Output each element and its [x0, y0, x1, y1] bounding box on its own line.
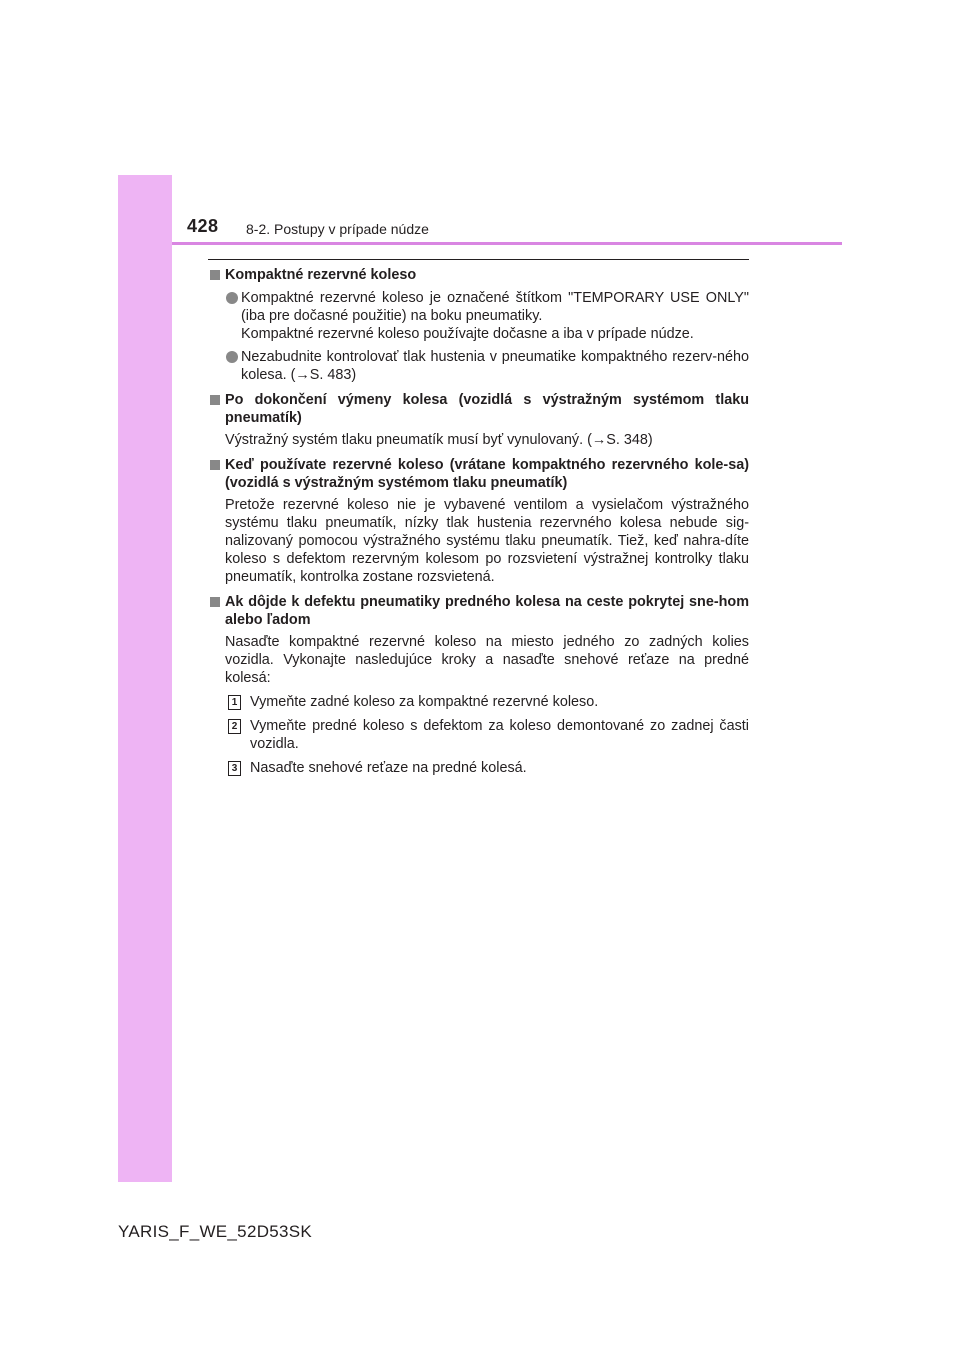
square-bullet-icon [210, 597, 220, 607]
side-margin-band [118, 175, 172, 1182]
round-bullet-icon [226, 351, 238, 363]
list-item: Nezabudnite kontrolovať tlak hustenia v pneumatike kompaktného rezerv-ného kolesa. (→S. 483) [208, 348, 749, 384]
step-item: 1 Vymeňte zadné koleso za kompaktné rezervné koleso. [208, 693, 749, 711]
paragraph: Pretože rezervné koleso nie je vybavené ventilom a vysielačom výstražného systému tlaku pneumatík, nízky tlak hustenia rezervného kolesa nebude sig-nalizovaný pomocou výstražného systému tlaku pneumatík. Tiež, keď nahra-díte koleso s defektom rezervným kolesom po rozsvietení výstražnej kontrolky tlaku pneumatík, kontrolka zostane rozsvietená. [225, 497, 749, 585]
step-number-badge: 2 [228, 719, 241, 734]
page-number: 428 [187, 216, 219, 236]
document-code: YARIS_F_WE_52D53SK [118, 1222, 313, 1241]
step-number-badge: 1 [228, 695, 241, 710]
section-heading-after-change: Po dokončení výmeny kolesa (vozidlá s výstražným systémom tlaku pneumatík) [208, 391, 749, 427]
square-bullet-icon [210, 460, 220, 470]
step-item: 2 Vymeňte predné koleso s defektom za koleso demontované zo zadnej časti vozidla. [208, 717, 749, 753]
section-heading-snow-ice: Ak dôjde k defektu pneumatiky predného kolesa na ceste pokrytej sne-hom alebo ľadom [208, 593, 749, 629]
list-item: Kompaktné rezervné koleso je označené štítkom "TEMPORARY USE ONLY" (iba pre dočasné použitie) na boku pneumatiky. Kompaktné rezervné koleso používajte dočasne a iba v prípade núdze. [208, 289, 749, 343]
step-item: 3 Nasaďte snehové reťaze na predné kolesá. [208, 759, 749, 777]
section-heading-using-spare: Keď používate rezervné koleso (vrátane kompaktného rezervného kole-sa) (vozidlá s výstražným systémom tlaku pneumatík) [208, 456, 749, 492]
header-rule [172, 242, 842, 245]
paragraph: Výstražný systém tlaku pneumatík musí byť vynulovaný. (→S. 348) [225, 432, 653, 448]
square-bullet-icon [210, 395, 220, 405]
round-bullet-icon [226, 292, 238, 304]
section-heading-compact-spare: Kompaktné rezervné koleso [208, 266, 749, 284]
section-title: 8-2. Postupy v prípade núdze [246, 221, 429, 237]
step-number-badge: 3 [228, 761, 241, 776]
square-bullet-icon [210, 270, 220, 280]
page-content [208, 266, 749, 777]
content-top-rule [208, 259, 749, 260]
paragraph: Nasaďte kompaktné rezervné koleso na miesto jedného zo zadných kolies vozidla. Vykonajte nasledujúce kroky a nasaďte snehové reťaze na predné kolesá: [225, 634, 749, 686]
